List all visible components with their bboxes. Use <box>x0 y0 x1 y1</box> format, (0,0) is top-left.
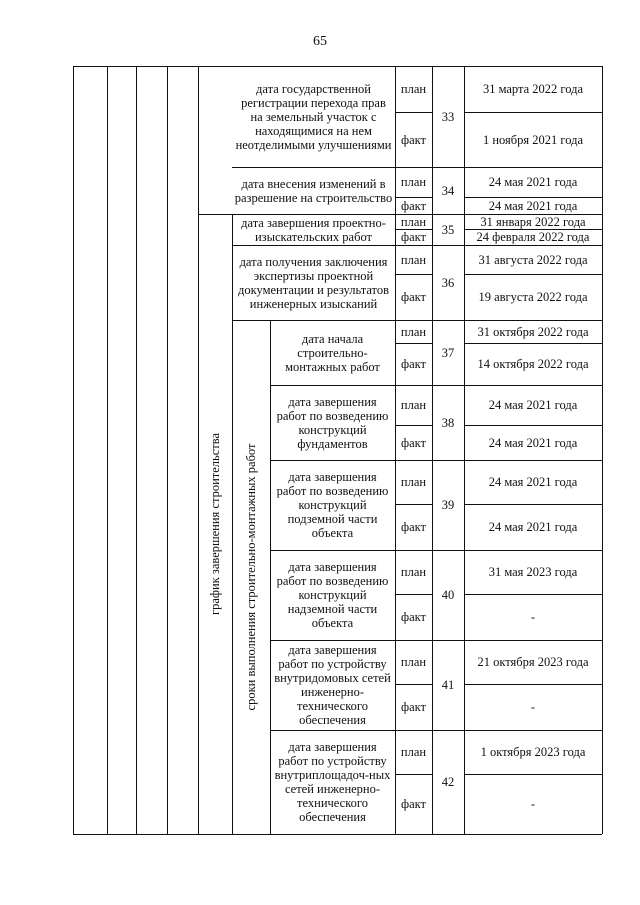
milestone-number: 40 <box>441 588 455 602</box>
milestone-description: дата завершения работ по устройству внутриплощадоч-ных сетей инженерно-технического обеспечения <box>274 740 391 824</box>
milestone-description: дата завершения проектно-изыскательских работ <box>241 215 386 244</box>
milestone-description: дата завершения работ по возведению конструкций подземной части объекта <box>276 470 389 540</box>
fact-label: факт <box>400 700 427 714</box>
fact-label: факт <box>400 610 427 624</box>
fact-label: факт <box>400 230 427 244</box>
milestone-number: 39 <box>441 498 455 512</box>
plan-label: план <box>400 175 427 189</box>
plan-label: план <box>400 475 427 489</box>
milestone-description: дата завершения работ по устройству внутридомовых сетей инженерно-технического обеспечения <box>274 643 391 727</box>
fact-date: 24 мая 2021 года <box>488 198 578 213</box>
fact-date: 1 ноября 2021 года <box>482 132 584 147</box>
milestone-description: дата получения заключения экспертизы проектной документации и результатов инженерных изысканий <box>238 254 389 311</box>
fact-label: факт <box>400 797 427 811</box>
fact-date: 24 мая 2021 года <box>488 520 578 534</box>
milestone-number: 42 <box>441 775 455 789</box>
schedule-group-label: график завершения строительства <box>207 432 222 616</box>
page-number: 65 <box>313 34 327 49</box>
fact-date: 24 мая 2021 года <box>488 435 578 450</box>
plan-label: план <box>400 565 427 579</box>
milestone-number: 38 <box>441 415 455 430</box>
milestone-description: дата начала строительно-монтажных работ <box>285 331 380 374</box>
fact-label: факт <box>400 198 427 213</box>
table-bottom-border <box>73 834 602 835</box>
plan-date: 31 августа 2022 года <box>478 252 588 267</box>
table-rule <box>167 66 168 834</box>
table-left-border <box>73 66 74 834</box>
plan-date: 31 мая 2023 года <box>488 565 578 579</box>
milestone-description: дата завершения работ по возведению конструкций надземной части объекта <box>276 560 389 630</box>
milestone-description: дата государственной регистрации перехода прав на земельный участок с находящимися на нем неотделимыми улучшениями <box>235 81 392 152</box>
fact-date: 14 октября 2022 года <box>477 357 589 371</box>
plan-date: 24 мая 2021 года <box>488 175 578 189</box>
milestone-number: 36 <box>441 275 455 290</box>
fact-label: факт <box>400 290 427 304</box>
table-right-border <box>602 66 603 834</box>
plan-date: 1 октября 2023 года <box>480 745 586 759</box>
fact-date: - <box>530 700 536 714</box>
milestone-description: дата завершения работ по возведению конструкций фундаментов <box>276 394 389 451</box>
milestone-number: 34 <box>441 183 455 198</box>
milestone-number: 35 <box>441 222 455 237</box>
fact-label: факт <box>400 132 427 147</box>
works-group-label: сроки выполнения строительно-монтажных работ <box>243 443 258 711</box>
plan-date: 31 октября 2022 года <box>477 324 589 339</box>
fact-date: - <box>530 797 536 811</box>
plan-label: план <box>400 398 427 412</box>
plan-date: 31 марта 2022 года <box>482 82 584 96</box>
table-rule <box>107 66 108 834</box>
fact-label: факт <box>400 520 427 534</box>
plan-label: план <box>400 252 427 267</box>
milestone-number: 41 <box>441 678 455 692</box>
milestone-number: 37 <box>441 345 455 360</box>
table-rule <box>136 66 137 834</box>
plan-label: план <box>400 82 427 96</box>
plan-label: план <box>400 745 427 759</box>
fact-label: факт <box>400 435 427 450</box>
plan-date: 24 мая 2021 года <box>488 475 578 489</box>
milestone-description: дата внесения изменений в разрешение на строительство <box>234 176 393 205</box>
plan-date: 21 октября 2023 года <box>477 655 589 669</box>
fact-label: факт <box>400 357 427 371</box>
fact-date: - <box>530 610 536 624</box>
fact-date: 24 февраля 2022 года <box>476 230 590 244</box>
plan-label: план <box>400 655 427 669</box>
plan-label: план <box>400 214 427 229</box>
fact-date: 19 августа 2022 года <box>478 290 588 304</box>
plan-date: 24 мая 2021 года <box>488 398 578 412</box>
plan-label: план <box>400 324 427 339</box>
milestone-number: 33 <box>441 109 455 124</box>
plan-date: 31 января 2022 года <box>480 214 586 229</box>
